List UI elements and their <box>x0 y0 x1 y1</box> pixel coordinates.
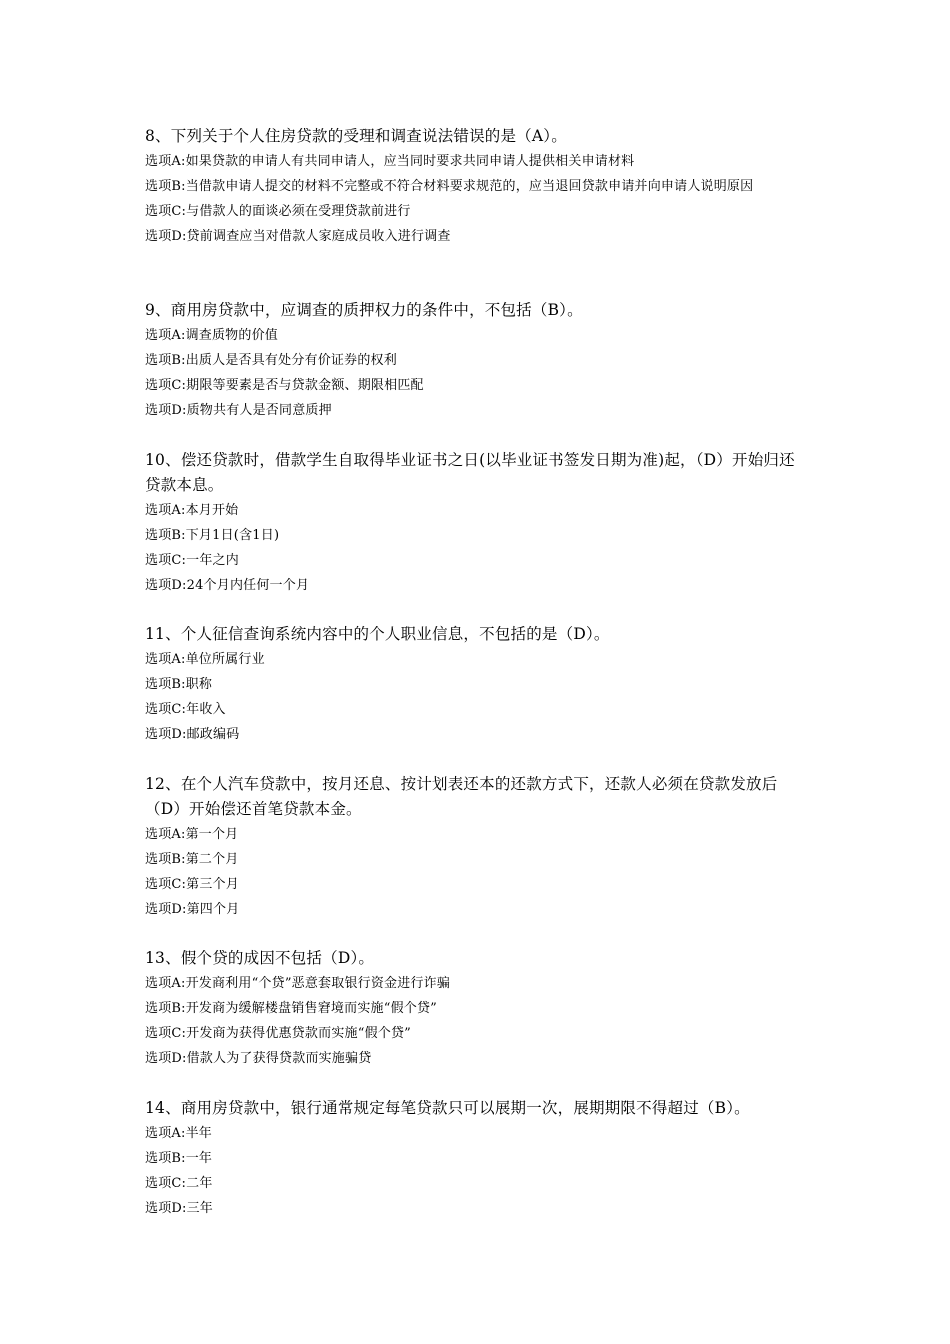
option-a: 选项A:半年 <box>145 1126 212 1141</box>
option-c: 选项C:第三个月 <box>145 877 239 892</box>
option-c: 选项C:二年 <box>145 1176 213 1191</box>
option-c: 选项C:期限等要素是否与贷款金额、期限相匹配 <box>145 378 424 393</box>
option-c: 选项C:与借款人的面谈必须在受理贷款前进行 <box>145 204 411 219</box>
option-a: 选项A:开发商利用“个贷”恶意套取银行资金进行诈骗 <box>145 976 451 991</box>
option-d: 选项D:质物共有人是否同意质押 <box>145 403 332 418</box>
option-b: 选项B:一年 <box>145 1151 213 1166</box>
option-d: 选项D:邮政编码 <box>145 727 240 742</box>
question-stem: 11、个人征信查询系统内容中的个人职业信息，不包括的是（D）。 <box>145 625 610 643</box>
option-b: 选项B:当借款申请人提交的材料不完整或不符合材料要求规范的，应当退回贷款申请并向申请人说明原因 <box>145 179 754 194</box>
question-8 <box>145 124 805 249</box>
option-a: 选项A:如果贷款的申请人有共同申请人，应当同时要求共同申请人提供相关申请材料 <box>145 154 635 169</box>
option-c: 选项C:一年之内 <box>145 553 239 568</box>
option-c: 选项C:开发商为获得优惠贷款而实施“假个贷” <box>145 1026 412 1041</box>
option-d: 选项D:贷前调查应当对借款人家庭成员收入进行调查 <box>145 229 451 244</box>
question-stem: 10、偿还贷款时，借款学生自取得毕业证书之日(以毕业证书签发日期为准)起，（D）开始归还贷款本息。 <box>145 451 795 494</box>
option-b: 选项B:职称 <box>145 677 213 692</box>
question-stem: 14、商用房贷款中，银行通常规定每笔贷款只可以展期一次，展期期限不得超过（B）。 <box>145 1099 750 1117</box>
question-10 <box>145 448 805 598</box>
question-11 <box>145 622 805 747</box>
option-b: 选项B:下月1日(含1日) <box>145 528 280 543</box>
option-b: 选项B:开发商为缓解楼盘销售窘境而实施“假个贷” <box>145 1001 438 1016</box>
question-stem: 9、商用房贷款中，应调查的质押权力的条件中，不包括（B）。 <box>145 301 583 319</box>
option-c: 选项C:年收入 <box>145 702 226 717</box>
option-b: 选项B:第二个月 <box>145 852 239 867</box>
option-d: 选项D:24个月内任何一个月 <box>145 578 310 593</box>
question-stem: 8、下列关于个人住房贷款的受理和调查说法错误的是（A）。 <box>145 127 567 145</box>
option-a: 选项A:第一个月 <box>145 827 239 842</box>
question-14 <box>145 1096 805 1221</box>
option-d: 选项D:第四个月 <box>145 902 240 917</box>
option-a: 选项A:调查质物的价值 <box>145 328 278 343</box>
option-d: 选项D:三年 <box>145 1201 214 1216</box>
option-a: 选项A:单位所属行业 <box>145 652 265 667</box>
option-d: 选项D:借款人为了获得贷款而实施骗贷 <box>145 1051 372 1066</box>
question-9 <box>145 298 805 423</box>
question-12 <box>145 772 805 922</box>
option-a: 选项A:本月开始 <box>145 503 239 518</box>
question-stem: 13、假个贷的成因不包括（D）。 <box>145 949 375 967</box>
question-stem: 12、在个人汽车贷款中，按月还息、按计划表还本的还款方式下，还款人必须在贷款发放后（D）开始偿还首笔贷款本金。 <box>145 775 778 818</box>
option-b: 选项B:出质人是否具有处分有价证券的权利 <box>145 353 397 368</box>
question-13 <box>145 946 805 1071</box>
